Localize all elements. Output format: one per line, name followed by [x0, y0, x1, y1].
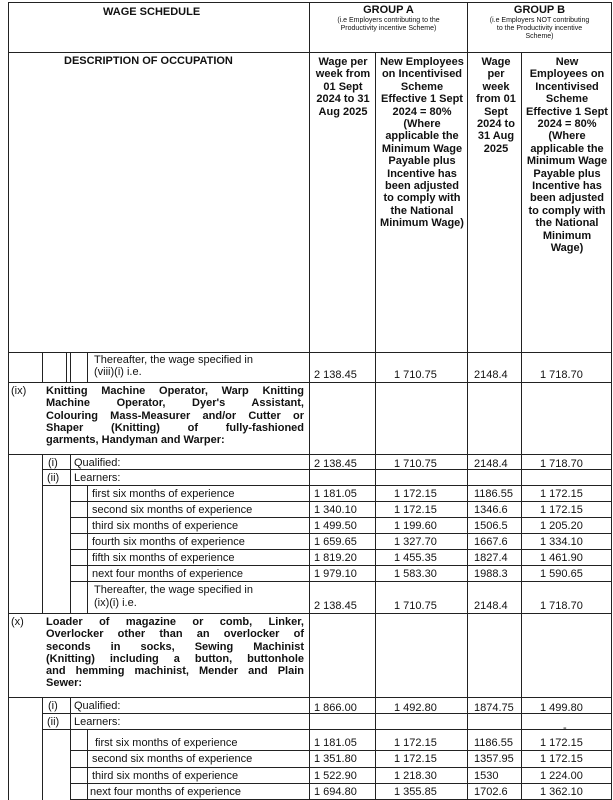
viii-thereafter-line2: (viii)(i) i.e. — [94, 366, 142, 378]
x-item-b-wage: 1530 — [474, 770, 499, 782]
viii-thereafter-a-new: 1 710.75 — [394, 369, 437, 381]
ix-item-label: fifth six months of experience — [92, 552, 235, 564]
x-item-b-wage: 1702.6 — [474, 786, 508, 798]
ix-item-label: next four months of experience — [92, 568, 244, 580]
x-item-b-wage: 1357.95 — [474, 753, 514, 765]
group-a-header — [310, 4, 467, 33]
x-item-a-new: 1 172.15 — [394, 737, 437, 749]
x-item-a-new: 1 172.15 — [394, 753, 437, 765]
group-a-note: (i.e Employers contributing to the Productivity incentive Scheme) — [337, 17, 440, 33]
group-b-wage-header: Wage per week from 01 Sept 2024 to 31 Aug 2025 — [476, 56, 516, 155]
description-of-occupation-header: DESCRIPTION OF OCCUPATION — [64, 55, 233, 67]
x-item-b-new: 1 362.10 — [540, 786, 583, 798]
ix-item-a-new: 1 455.35 — [394, 552, 437, 564]
x-item-b-new: 1 172.15 — [540, 737, 583, 749]
x-item-label: second six months of experience — [92, 753, 253, 765]
ix-item-b-wage: 1186.55 — [474, 488, 513, 500]
ix-item-label: third six months of experience — [92, 520, 239, 532]
ix-qualified-a-new: 1 710.75 — [394, 458, 437, 470]
x-item-label: third six months of experience — [92, 770, 239, 782]
ix-description: Knitting Machine Operator, Warp Knitting Machine Operator, Dyer's Assistant, Colouring Mass-Measurer and/or Cutter or Shaper (Knitting) of fully-fashioned garments, Handyman and Warper: — [46, 385, 304, 447]
ix-item-a-new: 1 327.70 — [394, 536, 437, 548]
ix-item-b-new: 1 461.90 — [540, 552, 583, 564]
ix-item-b-wage: 1988.3 — [474, 568, 508, 580]
ix-item-b-wage: 1667.6 — [474, 536, 508, 548]
x-learners-label: Learners: — [74, 716, 121, 728]
x-item-label: next four months of experience — [90, 786, 242, 798]
x-item-a-wage: 1 351.80 — [314, 753, 357, 765]
group-a-new-employees-header: New Employees on Incentivised Scheme Effective 1 Sept 2024 = 80% (Where applicable the Minimum Wage Payable plus Incentive has been adjusted to comply with the National Minimum Wage) — [380, 56, 464, 230]
ix-learners-label: Learners: — [74, 472, 121, 484]
ix-thereafter-a-new: 1 710.75 — [394, 600, 437, 612]
x-item-a-wage: 1 181.05 — [314, 737, 357, 749]
ix-item-a-wage: 1 819.20 — [314, 552, 357, 564]
x-qualified-label: Qualified: — [74, 700, 121, 712]
ix-item-b-new: 1 205.20 — [540, 520, 583, 532]
ix-item-b-wage: 1346.6 — [474, 504, 508, 516]
viii-thereafter-b-wage: 2148.4 — [474, 369, 508, 381]
x-learners-num: (ii) — [47, 716, 60, 728]
x-qualified-b-new: 1 499.80 — [540, 702, 583, 714]
ix-item-a-wage: 1 181.05 — [314, 488, 357, 500]
ix-qualified-a-wage: 2 138.45 — [314, 458, 357, 470]
ix-thereafter-a-wage: 2 138.45 — [314, 600, 357, 612]
ix-item-label: first six months of experience — [92, 488, 235, 500]
group-b-name: GROUP B — [513, 4, 566, 16]
x-qualified-b-wage: 1874.75 — [474, 702, 514, 714]
x-item-label: first six months of experience — [95, 737, 238, 749]
ix-thereafter-b-wage: 2148.4 — [474, 600, 508, 612]
group-b-new-employees-header: New Employees on Incentivised Scheme Effective 1 Sept 2024 = 80% (Where applicable the Minimum Wage Payable plus Incentive has been adjusted to comply with the National Minimum Wage) — [526, 56, 608, 255]
x-learners-dash: - — [563, 722, 567, 734]
group-a-name: GROUP A — [363, 4, 414, 16]
x-item-b-new: 1 224.00 — [540, 770, 583, 782]
viii-thereafter-a-wage: 2 138.45 — [314, 369, 357, 381]
x-item-b-wage: 1186.55 — [474, 737, 513, 749]
x-item-a-new: 1 355.85 — [394, 786, 437, 798]
ix-item-b-wage: 1827.4 — [474, 552, 508, 564]
ix-item-b-new: 1 590.65 — [540, 568, 583, 580]
x-item-a-new: 1 218.30 — [394, 770, 437, 782]
x-label: (x) — [11, 616, 24, 628]
ix-thereafter-line2: (ix)(i) i.e. — [94, 597, 137, 609]
ix-label: (ix) — [11, 385, 27, 397]
ix-item-a-wage: 1 340.10 — [314, 504, 357, 516]
x-item-b-new: 1 172.15 — [540, 753, 583, 765]
ix-item-a-new: 1 583.30 — [394, 568, 437, 580]
viii-thereafter-b-new: 1 718.70 — [540, 369, 583, 381]
ix-item-a-wage: 1 499.50 — [314, 520, 357, 532]
ix-qualified-b-wage: 2148.4 — [474, 458, 508, 470]
x-qualified-num: (i) — [48, 700, 58, 712]
ix-item-label: fourth six months of experience — [92, 536, 245, 548]
x-item-a-wage: 1 694.80 — [314, 786, 357, 798]
ix-item-a-wage: 1 659.65 — [314, 536, 357, 548]
ix-item-b-new: 1 334.10 — [540, 536, 583, 548]
ix-qualified-b-new: 1 718.70 — [540, 458, 583, 470]
ix-qualified-label: Qualified: — [74, 457, 121, 469]
group-b-note: (i.e Employers NOT contributing to the Productivity incentive Scheme) — [489, 17, 590, 41]
ix-item-b-new: 1 172.15 — [540, 488, 583, 500]
viii-thereafter-line1: Thereafter, the wage specified in — [94, 354, 253, 366]
ix-thereafter-b-new: 1 718.70 — [540, 600, 583, 612]
group-a-wage-header: Wage per week from 01 Sept 2024 to 31 Aug 2025 — [315, 56, 371, 118]
ix-item-b-new: 1 172.15 — [540, 504, 583, 516]
ix-item-a-new: 1 172.15 — [394, 504, 437, 516]
ix-learners-num: (ii) — [47, 472, 60, 484]
ix-thereafter-line1: Thereafter, the wage specified in — [94, 584, 253, 596]
x-qualified-a-new: 1 492.80 — [394, 702, 437, 714]
ix-item-b-wage: 1506.5 — [474, 520, 508, 532]
ix-item-a-new: 1 172.15 — [394, 488, 437, 500]
x-qualified-a-wage: 1 866.00 — [314, 702, 357, 714]
x-item-a-wage: 1 522.90 — [314, 770, 357, 782]
ix-item-a-new: 1 199.60 — [394, 520, 437, 532]
ix-qualified-num: (i) — [48, 457, 58, 469]
ix-item-a-wage: 1 979.10 — [314, 568, 357, 580]
x-description: Loader of magazine or comb, Linker, Overlocker other than an overlocker of seconds in socks, Sewing Machinist (Knitting) including a button, buttonhole and hemming machinist, Mender and Plain Sewer: — [46, 616, 304, 690]
group-b-header — [468, 4, 611, 41]
wage-schedule-title: WAGE SCHEDULE — [103, 6, 201, 18]
ix-item-label: second six months of experience — [92, 504, 253, 516]
